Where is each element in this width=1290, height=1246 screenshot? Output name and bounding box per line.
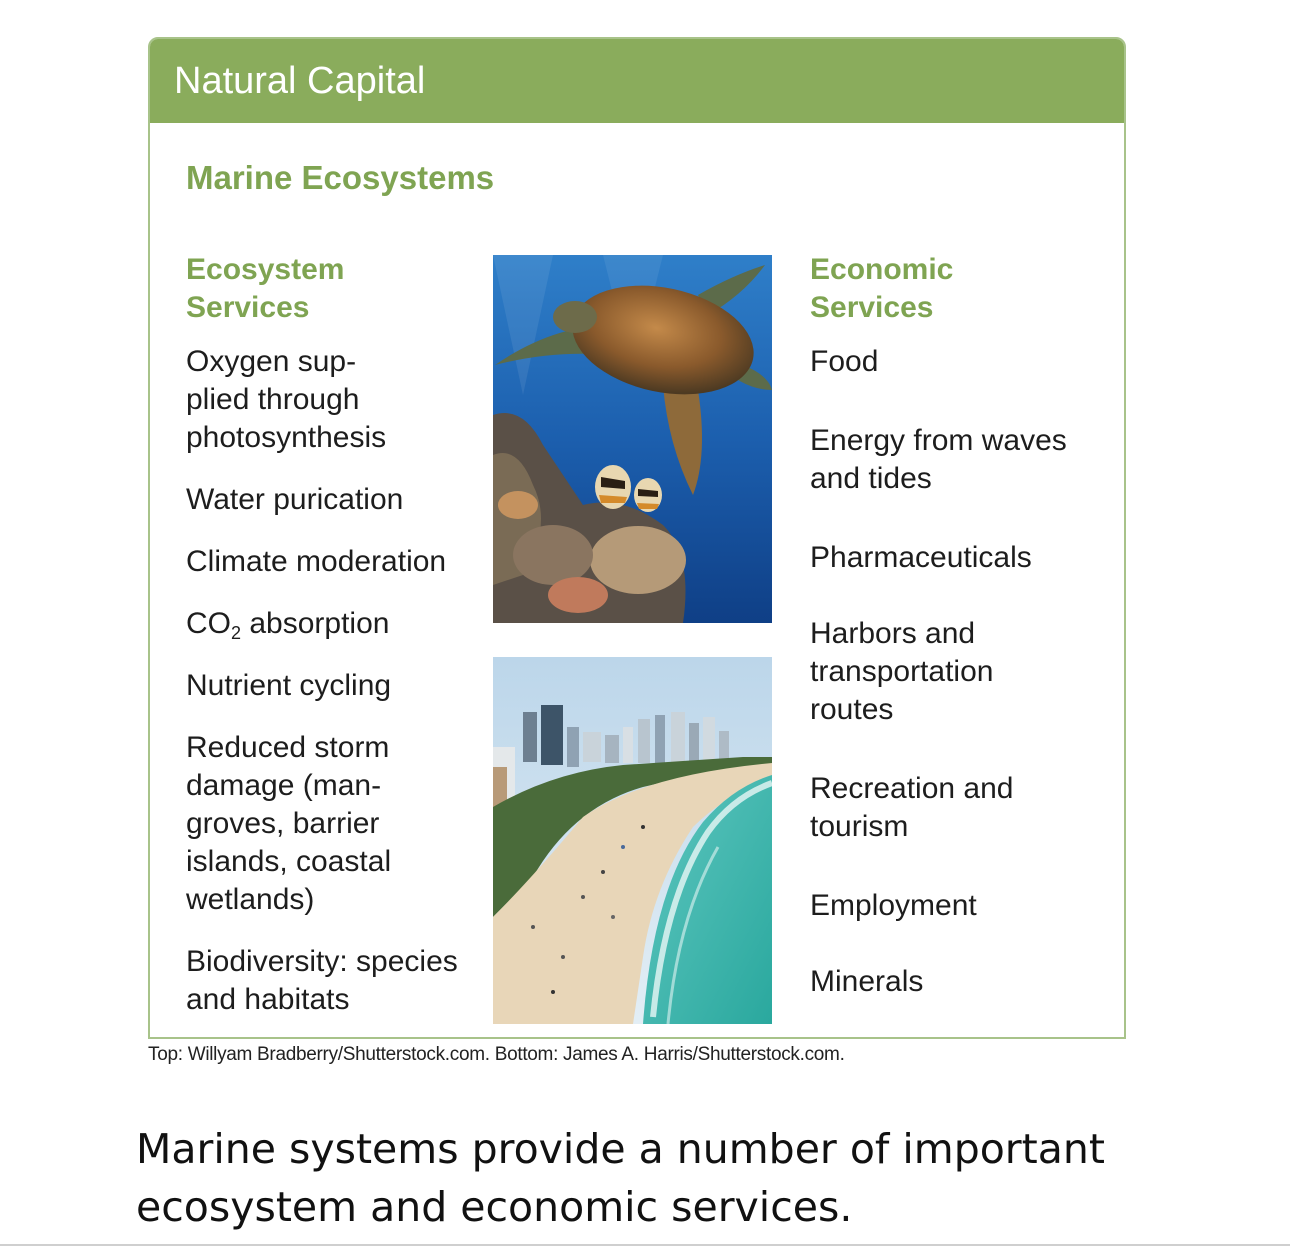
economic-item-food: Food (810, 345, 879, 378)
card-header: Natural Capital (150, 39, 1124, 123)
economic-item-harbors: Harbors and transportation routes (810, 617, 994, 726)
economic-item-pharma: Pharmaceuticals (810, 541, 1032, 574)
ecosystem-item-nutrient: Nutrient cycling (186, 669, 392, 702)
ecosystem-item-co2: $CO_2$ absorption (186, 607, 390, 643)
card-subtitle: Marine Ecosystems (186, 159, 495, 196)
beach-city-photo (493, 657, 772, 1024)
ecosystem-item-water: Water purication (186, 483, 404, 516)
ecosystem-services-heading: Ecosystem Services (186, 253, 345, 324)
economic-item-energy: Energy from waves and tides (810, 424, 1067, 495)
economic-item-minerals: Minerals (810, 965, 924, 998)
ecosystem-item-climate: Climate moderation (186, 545, 447, 578)
economic-item-recreation: Recreation and tourism (810, 772, 1014, 843)
natural-capital-card (148, 37, 1126, 1039)
sea-turtle-reef-photo (493, 255, 772, 623)
economic-services-heading: Economic Services (810, 253, 954, 324)
ecosystem-item-oxygen: Oxygen sup- plied through photosynthesis (186, 345, 387, 454)
photo-credit: Top: Willyam Bradberry/Shutterstock.com. Bottom: James A. Harris/Shutterstock.com. (148, 1044, 845, 1065)
ecosystem-item-storm: Reduced storm damage (man- groves, barrier islands, coastal wetlands) (186, 731, 392, 916)
ecosystem-item-biodiversity: Biodiversity: species and habitats (186, 945, 458, 1016)
economic-item-employment: Employment (810, 889, 977, 922)
figure-caption: Marine systems provide a number of important ecosystem and economic services. (136, 1125, 1105, 1231)
